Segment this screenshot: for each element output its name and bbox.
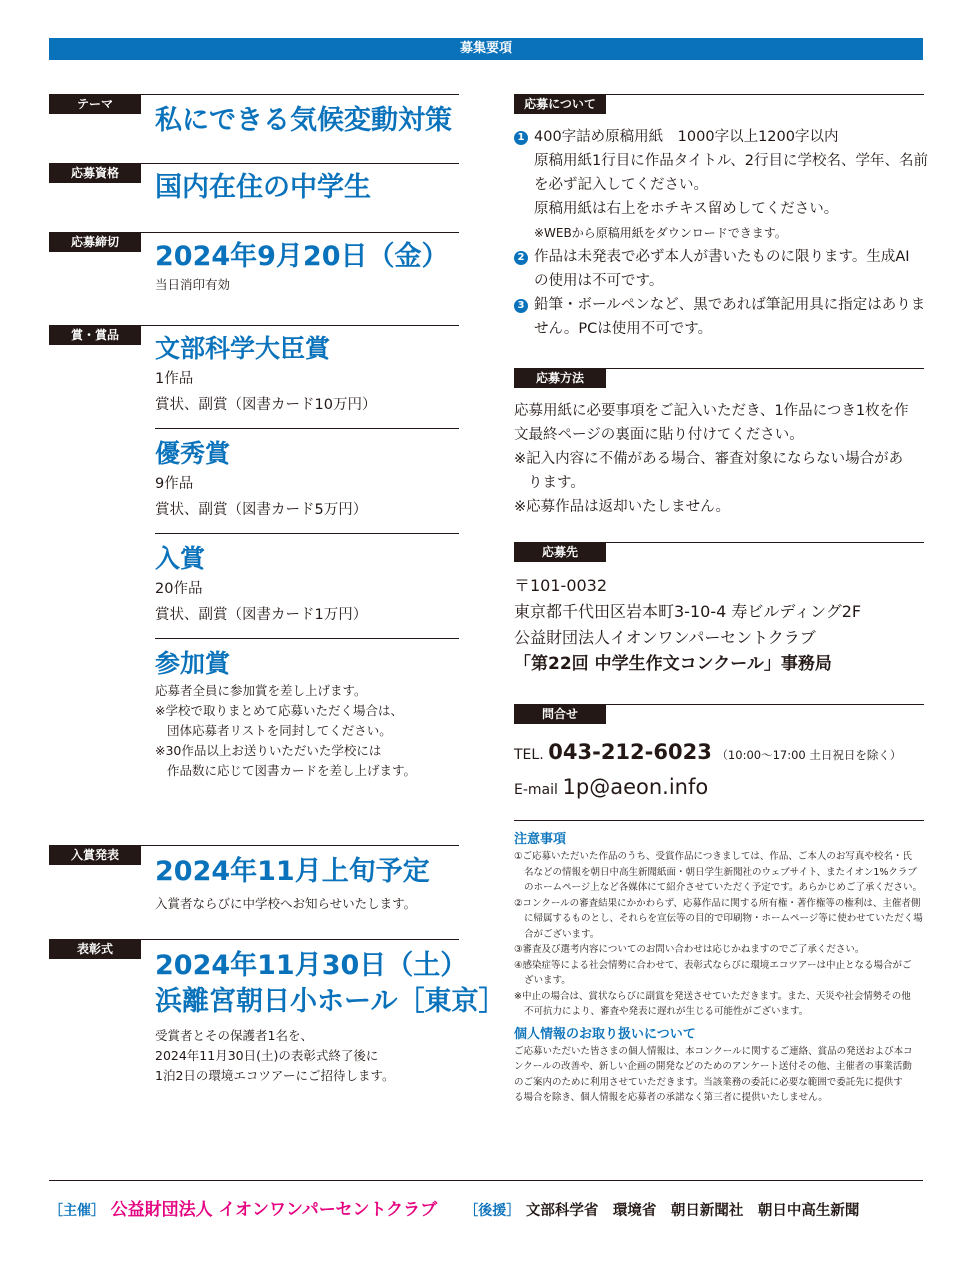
eligibility-section: [49, 163, 459, 231]
address-section: [514, 542, 924, 700]
prizes-tag: 賞・賞品: [49, 326, 141, 345]
prize-name: 優秀賞: [155, 439, 231, 468]
method-section: [514, 368, 924, 538]
privacy-line: ご応募いただいた皆さまの個人情報は、本コンクールに関するご連絡、賞品の発送および本コ: [514, 1045, 913, 1057]
email-link[interactable]: 1p@aeon.info: [562, 775, 709, 799]
notes-line: に帰属するものとし、それらを宣伝等の目的で印刷物・ホームページ等に使わせていただく場: [524, 913, 923, 924]
prize-detail: 賞状、副賞（図書カード5万円）: [155, 502, 368, 518]
prize-count: 1作品: [155, 371, 194, 387]
privacy-line: る場合を除き、個人情報を応募者の承諾なく第三者に提供いたしません。: [514, 1092, 828, 1103]
about-line: を必ず記入してください。: [534, 177, 708, 193]
deadline-note: 当日消印有効: [155, 277, 231, 292]
participation-line: ※学校で取りまとめて応募いただく場合は、: [155, 703, 403, 718]
method-line: 応募用紙に必要事項をご記入いただき、1作品につき1枚を作: [514, 403, 909, 419]
about-line: せん。PCは使用不可です。: [534, 321, 713, 337]
address-office: 「第22回 中学生作文コンクール」事務局: [514, 654, 832, 674]
email-label: E-mail: [514, 782, 558, 798]
privacy-line: ンクールの改善や、新しい企画の開発などのためのアンケート送付その他、主催者の事業活動: [514, 1061, 912, 1072]
prize-item: [155, 428, 459, 523]
support-label: ［後援］: [464, 1203, 521, 1219]
participation-line: 作品数に応じて図書カードを差し上げます。: [167, 763, 417, 778]
prize-name: 入賞: [155, 544, 206, 573]
method-line: 文最終ページの裏面に貼り付けてください。: [514, 427, 804, 443]
notes-line: ①ご応募いただいた作品のうち、受賞作品につきましては、作品、ご本人のお写真や校名・氏: [514, 851, 912, 862]
announcement-note: 入賞者ならびに中学校へお知らせいたします。: [155, 896, 417, 911]
number-1-icon: 1: [514, 131, 528, 145]
participation-line: ※30作品以上お送りいただいた学校には: [155, 743, 382, 758]
method-line: ります。: [528, 475, 585, 491]
privacy-title: 個人情報のお取り扱いについて: [514, 1026, 696, 1042]
tel-hours: （10:00〜17:00 土日祝日を除く）: [716, 748, 902, 762]
ceremony-line: 受賞者とその保護者1名を、: [155, 1028, 313, 1043]
participation-prize: [155, 638, 459, 781]
about-line: 400字詰め原稿用紙 1000字以上1200字以内: [534, 129, 839, 145]
announcement-section: [49, 845, 459, 937]
contact-tag: 問合せ: [514, 705, 606, 724]
prize-item: [155, 332, 459, 418]
tel-label: TEL.: [514, 747, 544, 763]
address-tag: 応募先: [514, 543, 606, 562]
notes-line: ③審査及び選考内容についてのお問い合わせは応じかねますのでご了承ください。: [514, 944, 865, 955]
eligibility-tag: 応募資格: [49, 164, 141, 183]
notes-line: 合がございます。: [524, 928, 600, 940]
address-zip: 〒101-0032: [514, 576, 608, 595]
number-3-icon: 3: [514, 299, 528, 313]
notes-line: 名などの情報を朝日中高生新聞紙面・朝日学生新聞社のウェブサイト、またイオン1%クラブ: [524, 866, 917, 878]
notes-section: [514, 820, 924, 1120]
address-street: 東京都千代田区岩本町3-10-4 寿ビルディング2F: [514, 602, 862, 621]
method-line: ※記入内容に不備がある場合、審査対象にならない場合があ: [514, 451, 904, 467]
theme-tag: テーマ: [49, 95, 141, 114]
deadline-tag: 応募締切: [49, 233, 141, 252]
deadline-date: 2024年9月20日（金）: [155, 241, 449, 272]
ceremony-line: 1泊2日の環境エコツアーにご招待します。: [155, 1068, 395, 1083]
supporters: 文部科学省 環境省 朝日新聞社 朝日中高生新聞: [525, 1203, 860, 1219]
ceremony-tag: 表彰式: [49, 940, 141, 959]
host-name: 公益財団法人 イオンワンパーセントクラブ: [110, 1200, 438, 1220]
prizes-section: [49, 325, 459, 845]
notes-line: ざいます。: [524, 975, 571, 986]
footer: [49, 1195, 923, 1221]
address-org: 公益財団法人イオンワンパーセントクラブ: [514, 628, 816, 647]
prize-count: 9作品: [155, 476, 194, 492]
announcement-tag: 入賞発表: [49, 846, 141, 865]
number-2-icon: 2: [514, 251, 528, 265]
about-note: ※WEBから原稿用紙をダウンロードできます。: [534, 226, 787, 240]
about-line: 作品は未発表で必ず本人が書いたものに限ります。生成AI: [534, 249, 910, 265]
section-banner: 募集要項: [49, 38, 923, 60]
about-line: 鉛筆・ボールペンなど、黒であれば筆記用具に指定はありま: [534, 297, 926, 313]
prize-detail: 賞状、副賞（図書カード1万円）: [155, 607, 368, 623]
tel-number[interactable]: 043-212-6023: [548, 740, 712, 764]
eligibility-text: 国内在住の中学生: [155, 172, 371, 203]
ceremony-line: 2024年11月30日(土)の表彰式終了後に: [155, 1048, 379, 1063]
notes-line: ②コンクールの審査結果にかかわらず、応募作品に関する所有権・著作権等の権利は、主催者側: [514, 897, 921, 909]
ceremony-section: [49, 939, 506, 1109]
prize-name: 文部科学大臣賞: [155, 334, 331, 363]
contact-section: [514, 704, 924, 818]
method-tag: 応募方法: [514, 369, 606, 388]
theme-text: 私にできる気候変動対策: [155, 105, 452, 136]
about-line: の使用は不可です。: [534, 273, 664, 289]
deadline-section: [49, 232, 459, 324]
notes-line: 不可抗力により、審査や発表に遅れが生じる可能性がございます。: [524, 1006, 809, 1017]
notes-line: ④感染症等による社会情勢に合わせて、表彰式ならびに環境エコツアーは中止となる場合がご: [514, 959, 912, 971]
privacy-line: のご案内のために利用させていただきます。当該業務の委託に必要な範囲で委託先に提供す: [514, 1076, 903, 1088]
footer-divider: [49, 1180, 923, 1181]
participation-name: 参加賞: [155, 649, 231, 678]
about-line: 原稿用紙は右上をホチキス留めしてください。: [534, 201, 839, 217]
announcement-date: 2024年11月上旬予定: [155, 856, 430, 887]
notes-title: 注意事項: [514, 832, 567, 847]
method-line: ※応募作品は返却いたしません。: [514, 499, 731, 515]
notes-line: のホームページ上など各媒体にて紹介させていただく予定です。あらかじめご了承ください。: [524, 882, 923, 893]
host-label: ［主催］: [49, 1203, 105, 1219]
ceremony-date: 2024年11月30日（土）: [155, 950, 468, 981]
about-line: 原稿用紙1行目に作品タイトル、2行目に学校名、学年、名前: [534, 153, 928, 169]
ceremony-venue: 浜離宮朝日小ホール［東京］: [155, 986, 506, 1017]
participation-line: 応募者全員に参加賞を差し上げます。: [155, 683, 367, 698]
prize-count: 20作品: [155, 581, 203, 597]
notes-line: ※中止の場合は、賞状ならびに副賞を発送させていただきます。また、天災や社会情勢その他: [514, 990, 911, 1002]
prize-item: [155, 533, 459, 628]
prize-detail: 賞状、副賞（図書カード10万円）: [155, 397, 377, 413]
participation-line: 団体応募者リストを同封してください。: [167, 723, 392, 738]
theme-section: [49, 94, 459, 162]
about-tag: 応募について: [514, 95, 606, 114]
about-section: [514, 94, 928, 364]
